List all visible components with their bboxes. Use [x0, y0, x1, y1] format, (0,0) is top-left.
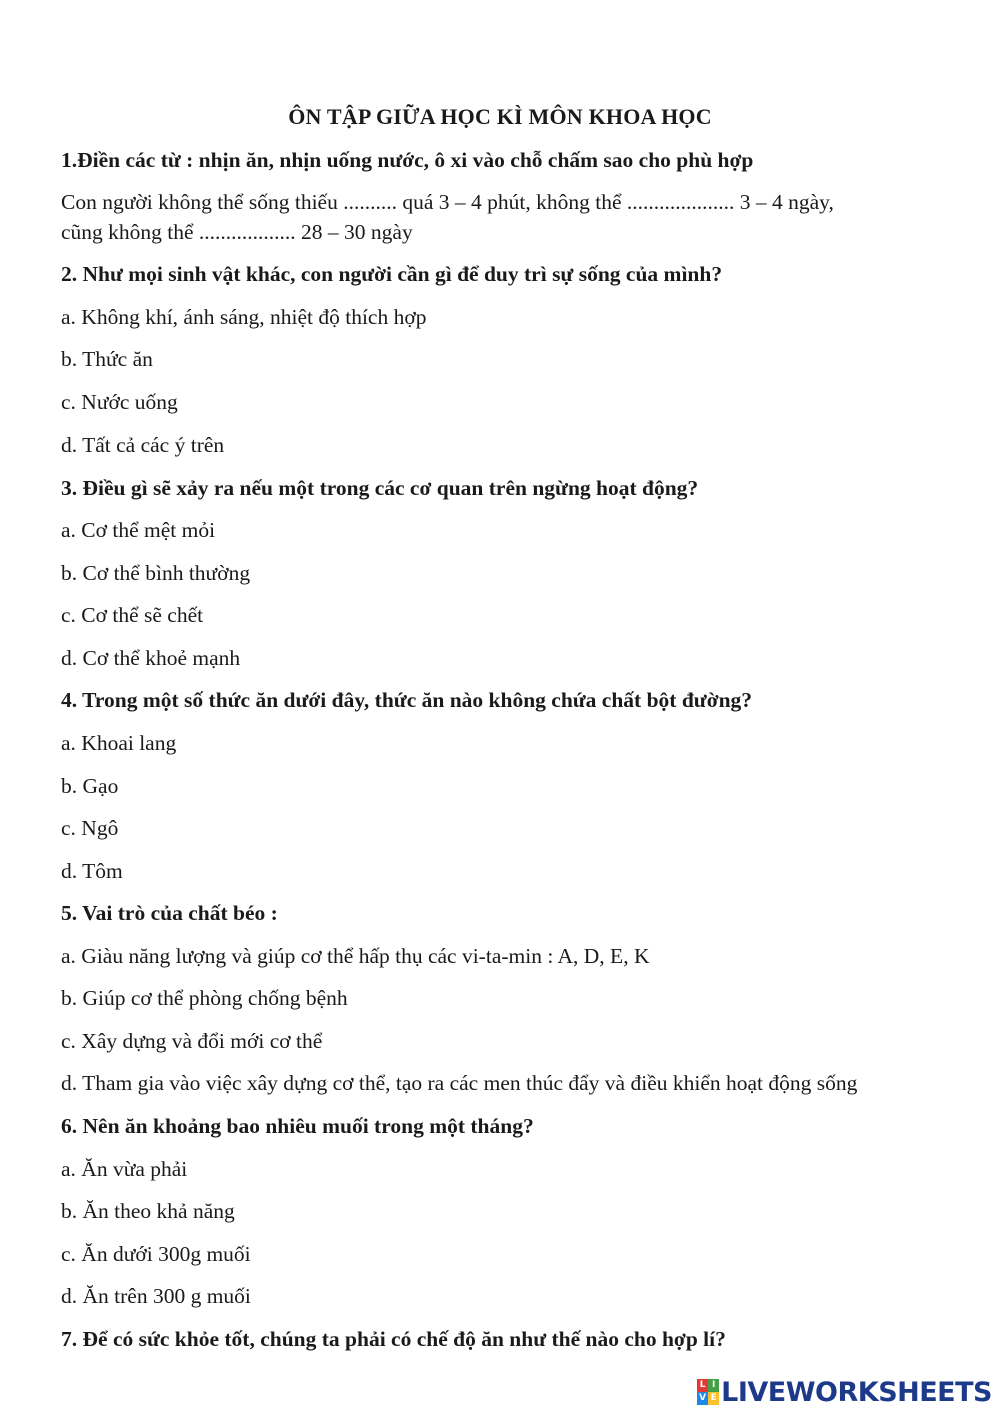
question-4-option-d: d. Tôm — [61, 859, 123, 883]
question-3-option-b: b. Cơ thể bình thường — [61, 561, 251, 585]
question-7: 7. Để có sức khỏe tốt, chúng ta phải có chế độ ăn như thế nào cho hợp lí? — [61, 1327, 726, 1351]
logo-mark-letter-e: E — [708, 1392, 719, 1405]
question-5-option-d: d. Tham gia vào việc xây dựng cơ thể, tạo ra các men thúc đẩy và điều khiển hoạt động sống — [61, 1071, 858, 1095]
question-4: 4. Trong một số thức ăn dưới đây, thức ăn nào không chứa chất bột đường? — [61, 688, 753, 712]
logo-mark-letter-l: L — [697, 1379, 708, 1392]
question-5-option-c: c. Xây dựng và đổi mới cơ thể — [61, 1029, 323, 1053]
question-2: 2. Như mọi sinh vật khác, con người cần gì để duy trì sự sống của mình? — [61, 262, 723, 286]
question-3-option-d: d. Cơ thể khoẻ mạnh — [61, 646, 241, 670]
question-3-option-a: a. Cơ thể mệt mỏi — [61, 518, 216, 542]
question-5-option-b: b. Giúp cơ thể phòng chống bệnh — [61, 986, 348, 1010]
question-6-option-c: c. Ăn dưới 300g muối — [61, 1242, 251, 1266]
question-2-option-d: d. Tất cả các ý trên — [61, 433, 225, 457]
logo-mark-letter-i: I — [708, 1379, 719, 1392]
question-5: 5. Vai trò của chất béo : — [61, 901, 278, 925]
logo-mark-letter-v: V — [697, 1392, 708, 1405]
liveworksheets-wordmark: LIVEWORKSHEETS — [721, 1376, 992, 1408]
question-4-option-b: b. Gạo — [61, 774, 119, 798]
question-6-option-b: b. Ăn theo khả năng — [61, 1199, 235, 1223]
liveworksheets-mark-icon — [697, 1379, 719, 1405]
liveworksheets-logo — [697, 1375, 992, 1409]
question-2-option-b: b. Thức ăn — [61, 347, 153, 371]
question-4-option-a: a. Khoai lang — [61, 731, 177, 755]
question-1-line-2: cũng không thể .................. 28 – 30 ngày — [61, 220, 413, 244]
question-2-option-a: a. Không khí, ánh sáng, nhiệt độ thích hợp — [61, 305, 427, 329]
page-title: ÔN TẬP GIỮA HỌC KÌ MÔN KHOA HỌC — [288, 104, 712, 129]
question-1: 1.Điền các từ : nhịn ăn, nhịn uống nước, ô xi vào chỗ chấm sao cho phù hợp — [61, 148, 754, 172]
question-3: 3. Điều gì sẽ xảy ra nếu một trong các cơ quan trên ngừng hoạt động? — [61, 476, 699, 500]
question-6: 6. Nên ăn khoảng bao nhiêu muối trong một tháng? — [61, 1114, 534, 1138]
question-1-line-1: Con người không thể sống thiếu .......... quá 3 – 4 phút, không thể .................... 3 – 4 ngày, — [61, 190, 834, 214]
question-2-option-c: c. Nước uống — [61, 390, 178, 414]
question-1-paragraph — [61, 187, 941, 247]
question-6-option-d: d. Ăn trên 300 g muối — [61, 1284, 251, 1308]
question-3-option-c: c. Cơ thể sẽ chết — [61, 603, 204, 627]
question-6-option-a: a. Ăn vừa phải — [61, 1157, 188, 1181]
question-5-option-a: a. Giàu năng lượng và giúp cơ thể hấp thụ các vi-ta-min : A, D, E, K — [61, 944, 650, 968]
question-4-option-c: c. Ngô — [61, 816, 119, 840]
